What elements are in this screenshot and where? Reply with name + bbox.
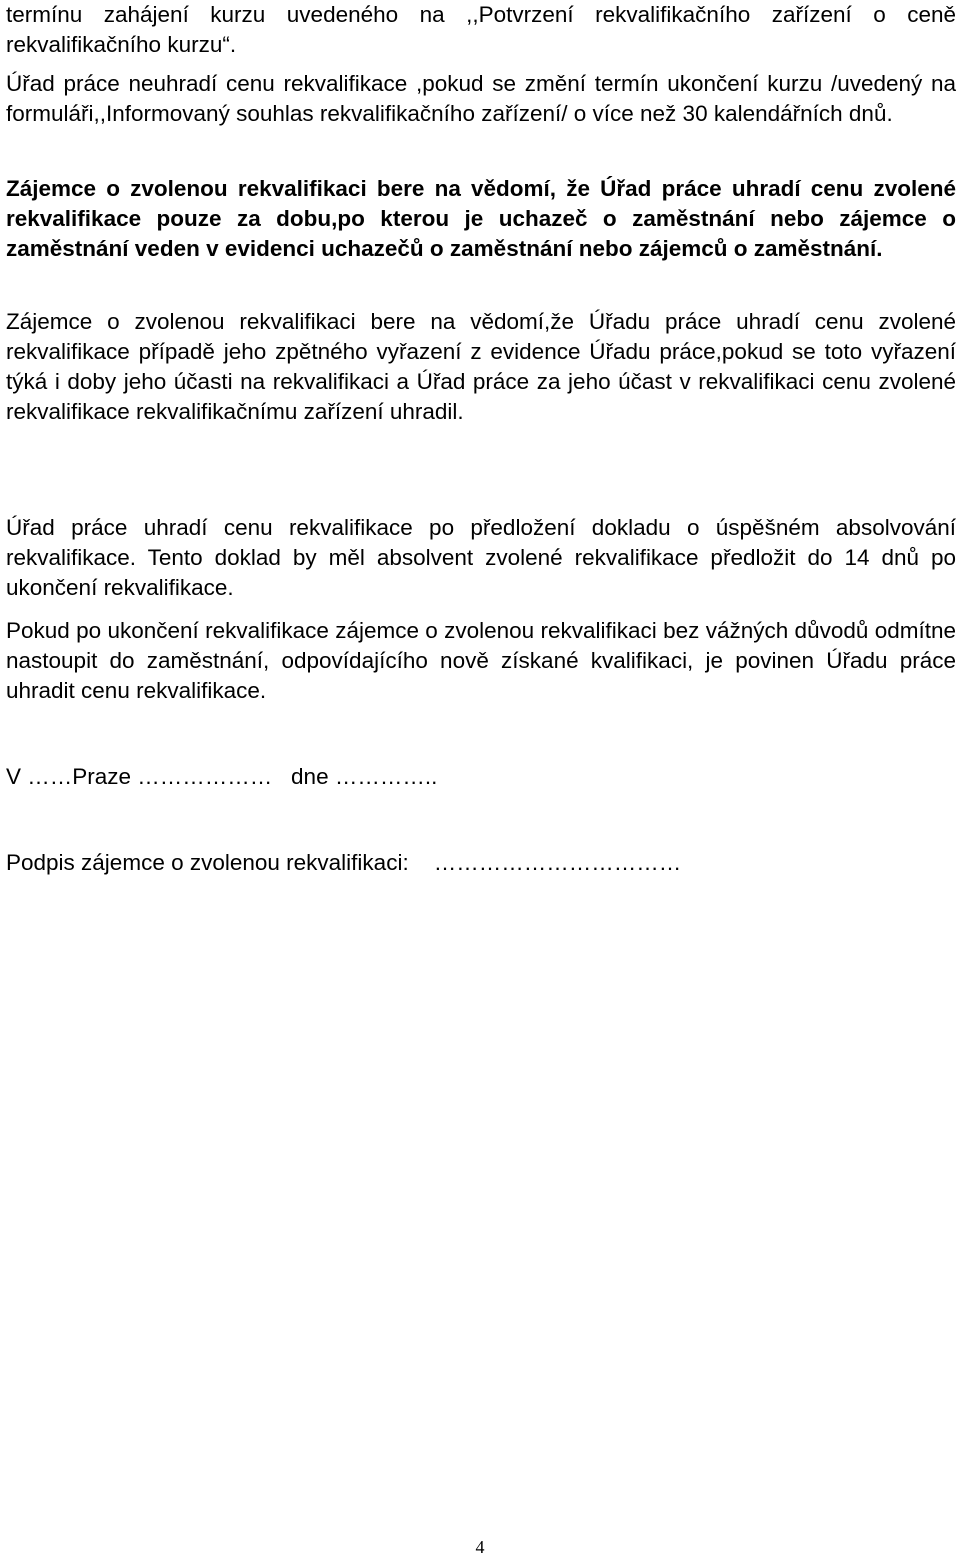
paragraph-refusal-obligation: Pokud po ukončení rekvalifikace zájemce o zvolenou rekvalifikaci bez vážných důvodů odmítne nastoupit do zaměstnání, odpovídajícího nově získané kvalifikaci, je povinen Úřadu práce uhradit cenu rekvalifikace.: [6, 618, 956, 703]
signature-line: Podpis zájemce o zvolenou rekvalifikaci: ……………………………: [6, 850, 682, 875]
place-date-line: V ……Praze ……………… dne …………..: [6, 764, 438, 789]
page-number: 4: [475, 1537, 485, 1557]
paragraph-retroactive-removal: Zájemce o zvolenou rekvalifikaci bere na vědomí,že Úřadu práce uhradí cenu zvolené rekvalifikace případě jeho zpětného vyřazení z evidence Úřadu práce,pokud se toto vyřazení týká i doby jeho účasti na rekvalifikaci a Úřad práce za jeho účast v rekvalifikaci cenu zvolené rekvalifikace rekvalifikačnímu zařízení uhradil.: [6, 309, 956, 424]
paragraph-payment-during-registration: Zájemce o zvolenou rekvalifikaci bere na vědomí, že Úřad práce uhradí cenu zvolené rekvalifikace pouze za dobu,po kterou je uchazeč o zaměstnání nebo zájemce o zaměstnání veden v evidenci uchazečů o zaměstnání nebo zájemců o zaměstnání.: [6, 176, 956, 261]
paragraph-course-start: termínu zahájení kurzu uvedeného na ,,Potvrzení rekvalifikačního zařízení o ceně rekvalifikačního kurzu“.: [6, 2, 956, 57]
paragraph-payment-after-proof: Úřad práce uhradí cenu rekvalifikace po předložení dokladu o úspěšném absolvování rekvalifikace. Tento doklad by měl absolvent zvolené rekvalifikace předložit do 14 dnů po ukončení rekvalifikace.: [6, 515, 956, 600]
paragraph-no-payment-term-change: Úřad práce neuhradí cenu rekvalifikace ,pokud se změní termín ukončení kurzu /uvedený na formuláři,,Informovaný souhlas rekvalifikačního zařízení/ o více než 30 kalendářních dnů.: [6, 71, 956, 126]
